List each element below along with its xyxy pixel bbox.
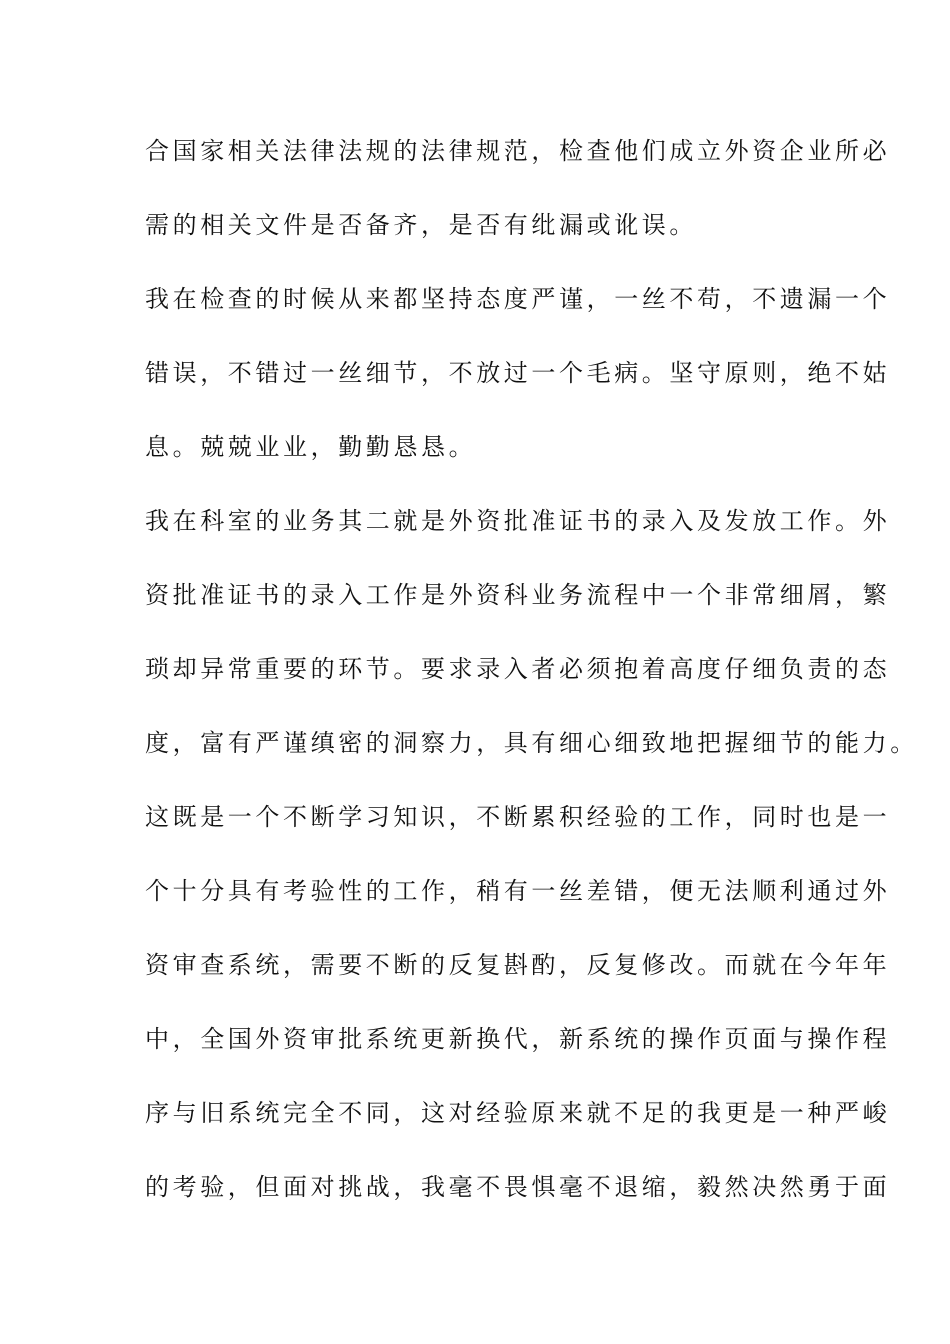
text-line: 的考验，但面对挑战，我毫不畏惧毫不退缩，毅然决然勇于面 xyxy=(145,1173,891,1201)
text-line: 息。兢兢业业，勤勤恳恳。 xyxy=(145,433,477,461)
text-line: 度，富有严谨缜密的洞察力，具有细心细致地把握细节的能力。 xyxy=(145,729,918,757)
text-line: 琐却异常重要的环节。要求录入者必须抱着高度仔细负责的态 xyxy=(145,655,891,683)
text-line: 合国家相关法律法规的法律规范，检查他们成立外资企业所必 xyxy=(145,137,891,165)
text-line: 序与旧系统完全不同，这对经验原来就不足的我更是一种严峻 xyxy=(145,1099,891,1127)
text-line: 需的相关文件是否备齐，是否有纰漏或讹误。 xyxy=(145,211,697,239)
body-text xyxy=(145,133,918,1206)
text-line: 错误，不错过一丝细节，不放过一个毛病。坚守原则，绝不姑 xyxy=(145,359,891,387)
text-line: 资批准证书的录入工作是外资科业务流程中一个非常细屑，繁 xyxy=(145,581,891,609)
text-line: 我在检查的时候从来都坚持态度严谨，一丝不苟，不遗漏一个 xyxy=(145,285,891,313)
text-line: 资审查系统，需要不断的反复斟酌，反复修改。而就在今年年 xyxy=(145,951,891,979)
text-line: 个十分具有考验性的工作，稍有一丝差错，便无法顺利通过外 xyxy=(145,877,891,905)
text-line: 这既是一个不断学习知识，不断累积经验的工作，同时也是一 xyxy=(145,803,891,831)
text-line: 我在科室的业务其二就是外资批准证书的录入及发放工作。外 xyxy=(145,507,891,535)
text-line: 中，全国外资审批系统更新换代，新系统的操作页面与操作程 xyxy=(145,1025,891,1053)
